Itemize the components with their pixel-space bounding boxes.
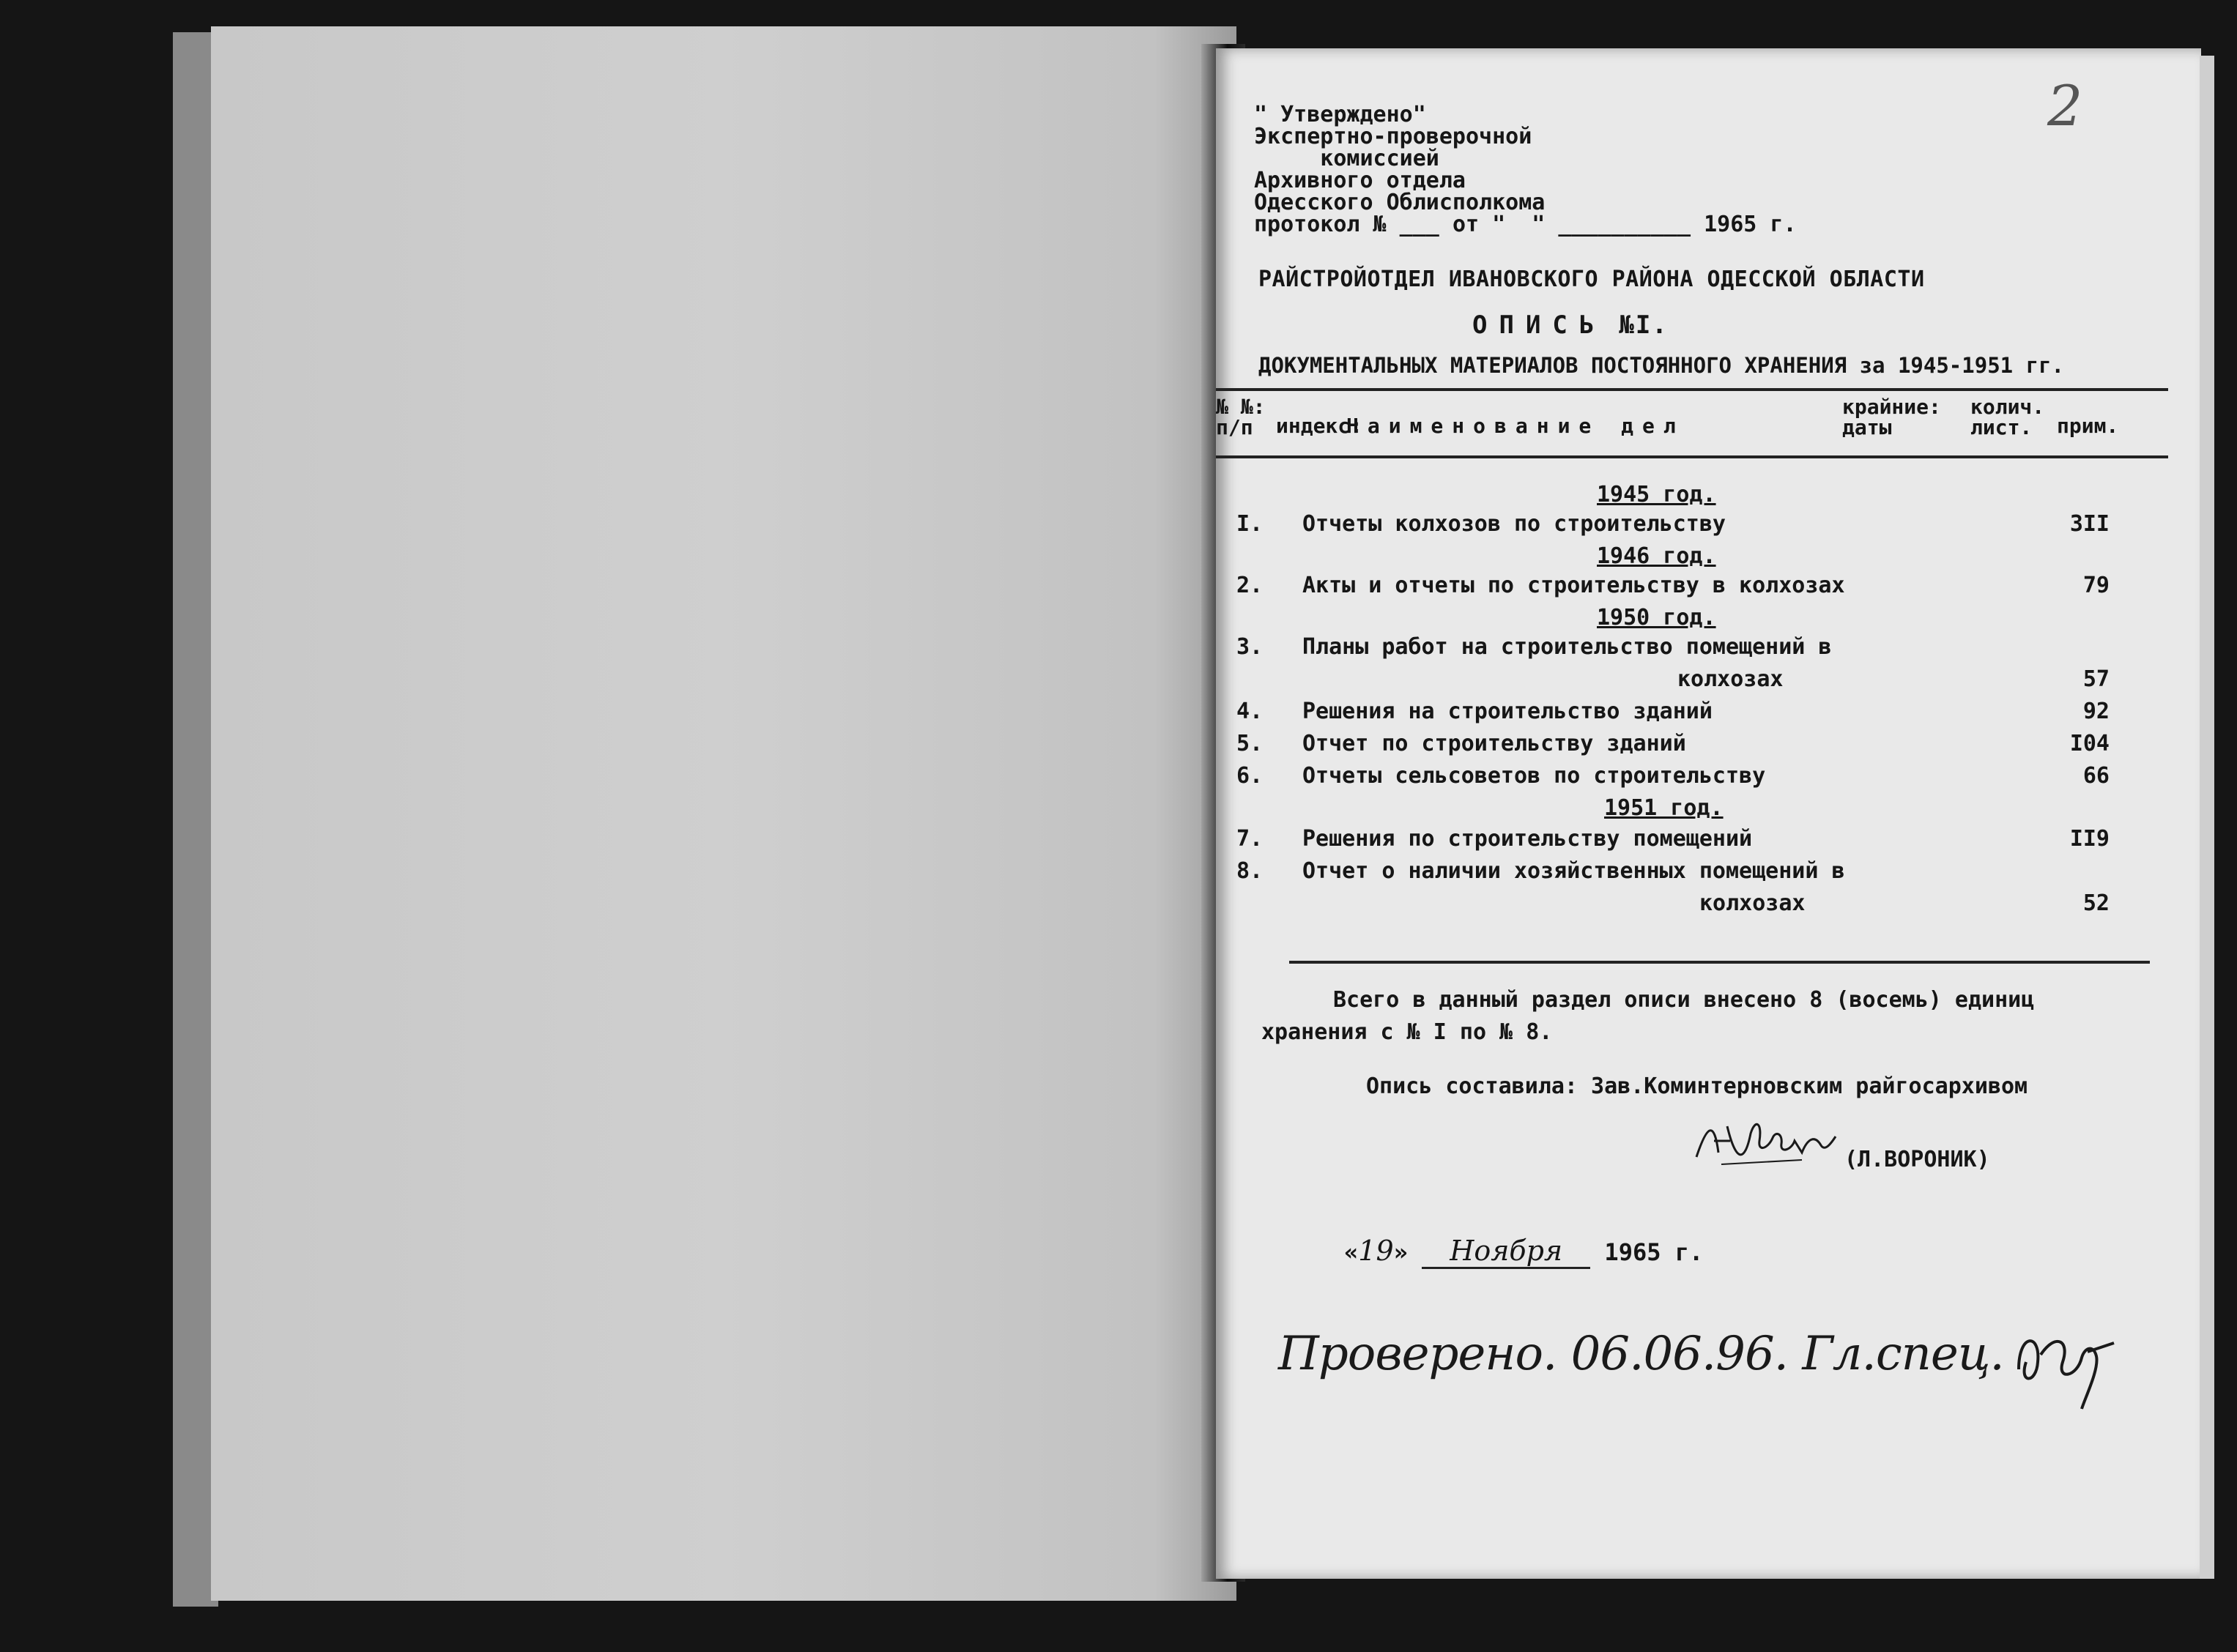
compilation-date: «19» Ноября 1965 г. (1344, 1235, 1703, 1269)
total-summary-continuation: хранения с № I по № 8. (1261, 1019, 1553, 1045)
row-sheet-count: 52 (2082, 890, 2110, 916)
row-number: 6. (1236, 763, 1264, 789)
inventory-title (1472, 310, 1669, 340)
row-title: Акты и отчеты по строительству в колхозах (1302, 573, 1845, 598)
row-number: 3. (1236, 634, 1264, 660)
row-number: 7. (1236, 826, 1264, 852)
protocol-label: протокол № (1254, 212, 1387, 237)
row-number: 5. (1236, 731, 1264, 756)
approval-line: Архивного отдела (1254, 168, 1466, 193)
row-number: I. (1236, 511, 1264, 537)
compiled-by: Опись составила: Зав.Коминтерновским райгосархивом (1366, 1074, 2028, 1099)
table-bottom-rule (1289, 961, 2150, 964)
approval-line: Одесского Облисполкома (1254, 190, 1546, 215)
page-number: 2 (2047, 73, 2083, 138)
organization-title: РАЙСТРОЙОТДЕЛ ИВАНОВСКОГО РАЙОНА ОДЕССКОЙ ОБЛАСТИ (1258, 267, 1925, 292)
inventory-subtitle: ДОКУМЕНТАЛЬНЫХ МАТЕРИАЛОВ ПОСТОЯННОГО ХРАНЕНИЯ за 1945-1951 гг. (1258, 353, 2064, 378)
row-title-continuation: колхозах (1699, 890, 1806, 916)
verification-text: Проверено. 06.06.96. Гл.спец. (1278, 1327, 2004, 1381)
protocol-year: 1965 г. (1704, 212, 1797, 237)
header-number: № №: п/п (1216, 395, 1266, 439)
row-sheet-count: 3II (2069, 511, 2110, 537)
row-title: Отчет о наличии хозяйственных помещений в (1302, 858, 1845, 884)
header-rule-top (1216, 388, 2168, 391)
header-dates: крайние: даты (1842, 395, 1941, 439)
year-heading: 1945 год. (1597, 482, 1716, 507)
header-note: прим. (2057, 414, 2119, 438)
header-index: индекс: (1276, 414, 1363, 438)
row-sheet-count: 57 (2082, 666, 2110, 692)
header-sheets: колич. лист. (1970, 395, 2045, 439)
protocol-from: от " " (1452, 212, 1546, 237)
row-sheet-count: 92 (2082, 699, 2110, 724)
header-rule-bottom (1216, 455, 2168, 458)
verification-note (1278, 1318, 2121, 1413)
row-title: Отчеты сельсоветов по строительству (1302, 763, 1766, 789)
row-title: Отчеты колхозов по строительству (1302, 511, 1726, 537)
inventory-page (1216, 48, 2201, 1579)
row-title-continuation: колхозах (1677, 666, 1784, 692)
row-number: 4. (1236, 699, 1264, 724)
approval-line: Экспертно-проверочной (1254, 124, 1532, 149)
row-sheet-count: II9 (2069, 826, 2110, 852)
inventory-word: ОПИСЬ (1472, 310, 1606, 340)
row-number: 2. (1236, 573, 1264, 598)
table-header (1216, 385, 2168, 457)
date-day: 19 (1358, 1235, 1394, 1267)
signer-name: (Л.ВОРОНИК) (1844, 1147, 1990, 1172)
row-number: 8. (1236, 858, 1264, 884)
total-summary: Всего в данный раздел описи внесено 8 (восемь) единиц (1333, 987, 2035, 1013)
date-month: Ноября (1422, 1235, 1590, 1269)
left-blank-page (211, 26, 1236, 1601)
year-heading: 1951 год. (1604, 795, 1724, 821)
year-heading: 1946 год. (1597, 543, 1716, 569)
row-title: Решения по строительству помещений (1302, 826, 1753, 852)
verification-signature (2011, 1318, 2121, 1413)
header-title: Наименование дел (1346, 414, 1685, 438)
row-title: Отчет по строительству зданий (1302, 731, 1686, 756)
approval-line: " Утверждено" (1254, 102, 1426, 127)
handwritten-signature (1692, 1112, 1839, 1170)
row-sheet-count: 79 (2082, 573, 2110, 598)
row-sheet-count: I04 (2069, 731, 2110, 756)
row-title: Планы работ на строительство помещений в (1302, 634, 1832, 660)
row-title: Решения на строительство зданий (1302, 699, 1713, 724)
page-edge (2200, 56, 2214, 1579)
approval-stamp-block (1254, 104, 1797, 236)
protocol-line: протокол № ___ от " " __________ 1965 г. (1254, 212, 1797, 237)
approval-line: комиссией (1254, 146, 1439, 171)
row-sheet-count: 66 (2082, 763, 2110, 789)
inventory-number: №I. (1619, 310, 1669, 340)
year-heading: 1950 год. (1597, 605, 1716, 630)
date-year: 1965 г. (1604, 1238, 1704, 1266)
